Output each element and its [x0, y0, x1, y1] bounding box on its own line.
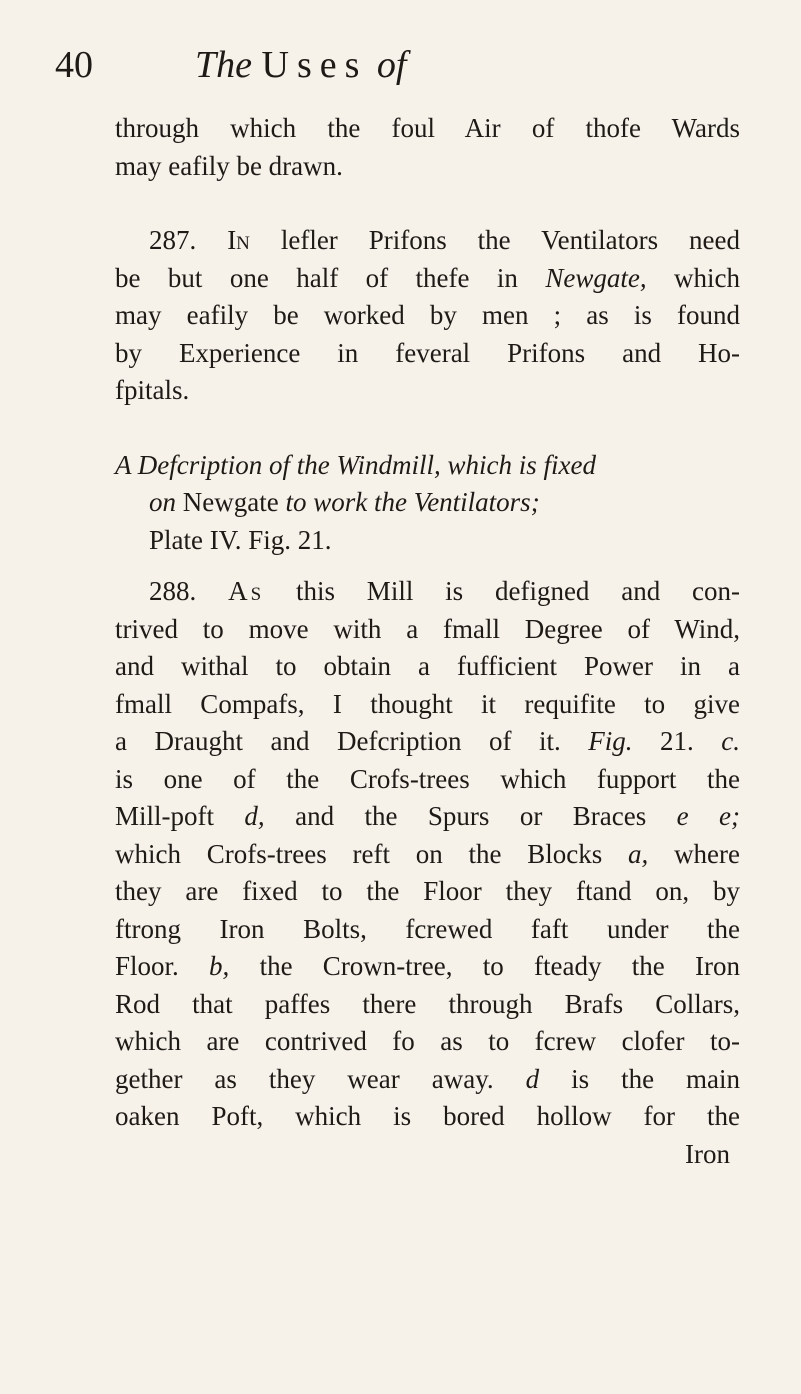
section-heading: A Defcription of the Windmill, which is fixed on Newgate to work the Ventilators; Plate IV. Fig. 21.: [115, 449, 596, 555]
running-header: [55, 40, 695, 90]
page-number: 40: [55, 44, 93, 86]
page-body: [115, 110, 740, 1173]
catchword: Iron: [685, 1138, 730, 1169]
paragraph-number: 287.: [149, 225, 197, 255]
paragraph-number: 288.: [149, 576, 197, 606]
paragraph-287: 287. In lefler Prifons the Ventilators need be but one half of thefe in Newgate, which may eafily be worked by men ; as is found by Experience in feveral Prifons and Ho- fpitals.: [115, 225, 740, 405]
paragraph-288: 288. As this Mill is defigned and con- trived to move with a fmall Degree of Wind, and withal to obtain a fufficient Power in a fmall Compafs, I thought it requifite to give a Draught and Defcription of it. Fig. 21. c. is one of the Crofs-trees which fupport the Mill-poft d, and the Spurs or Braces e e; which Crofs-trees reft on the Blocks a, where they are fixed to the Floor they ftand on, by ftrong Iron Bolts, fcrewed faft under the Floor. b, the Crown-tree, to fteady the Iron Rod that paffes there through Brafs Collars, which are contrived fo as to fcrew clofer to- gether as they wear away. d is the main oaken Poft, which is bored hollow for the Iron: [115, 573, 740, 1173]
paragraph-continuation: through which the foul Air of thofe Wards may eafily be drawn.: [115, 113, 740, 181]
running-title: The Uses of: [195, 44, 407, 86]
